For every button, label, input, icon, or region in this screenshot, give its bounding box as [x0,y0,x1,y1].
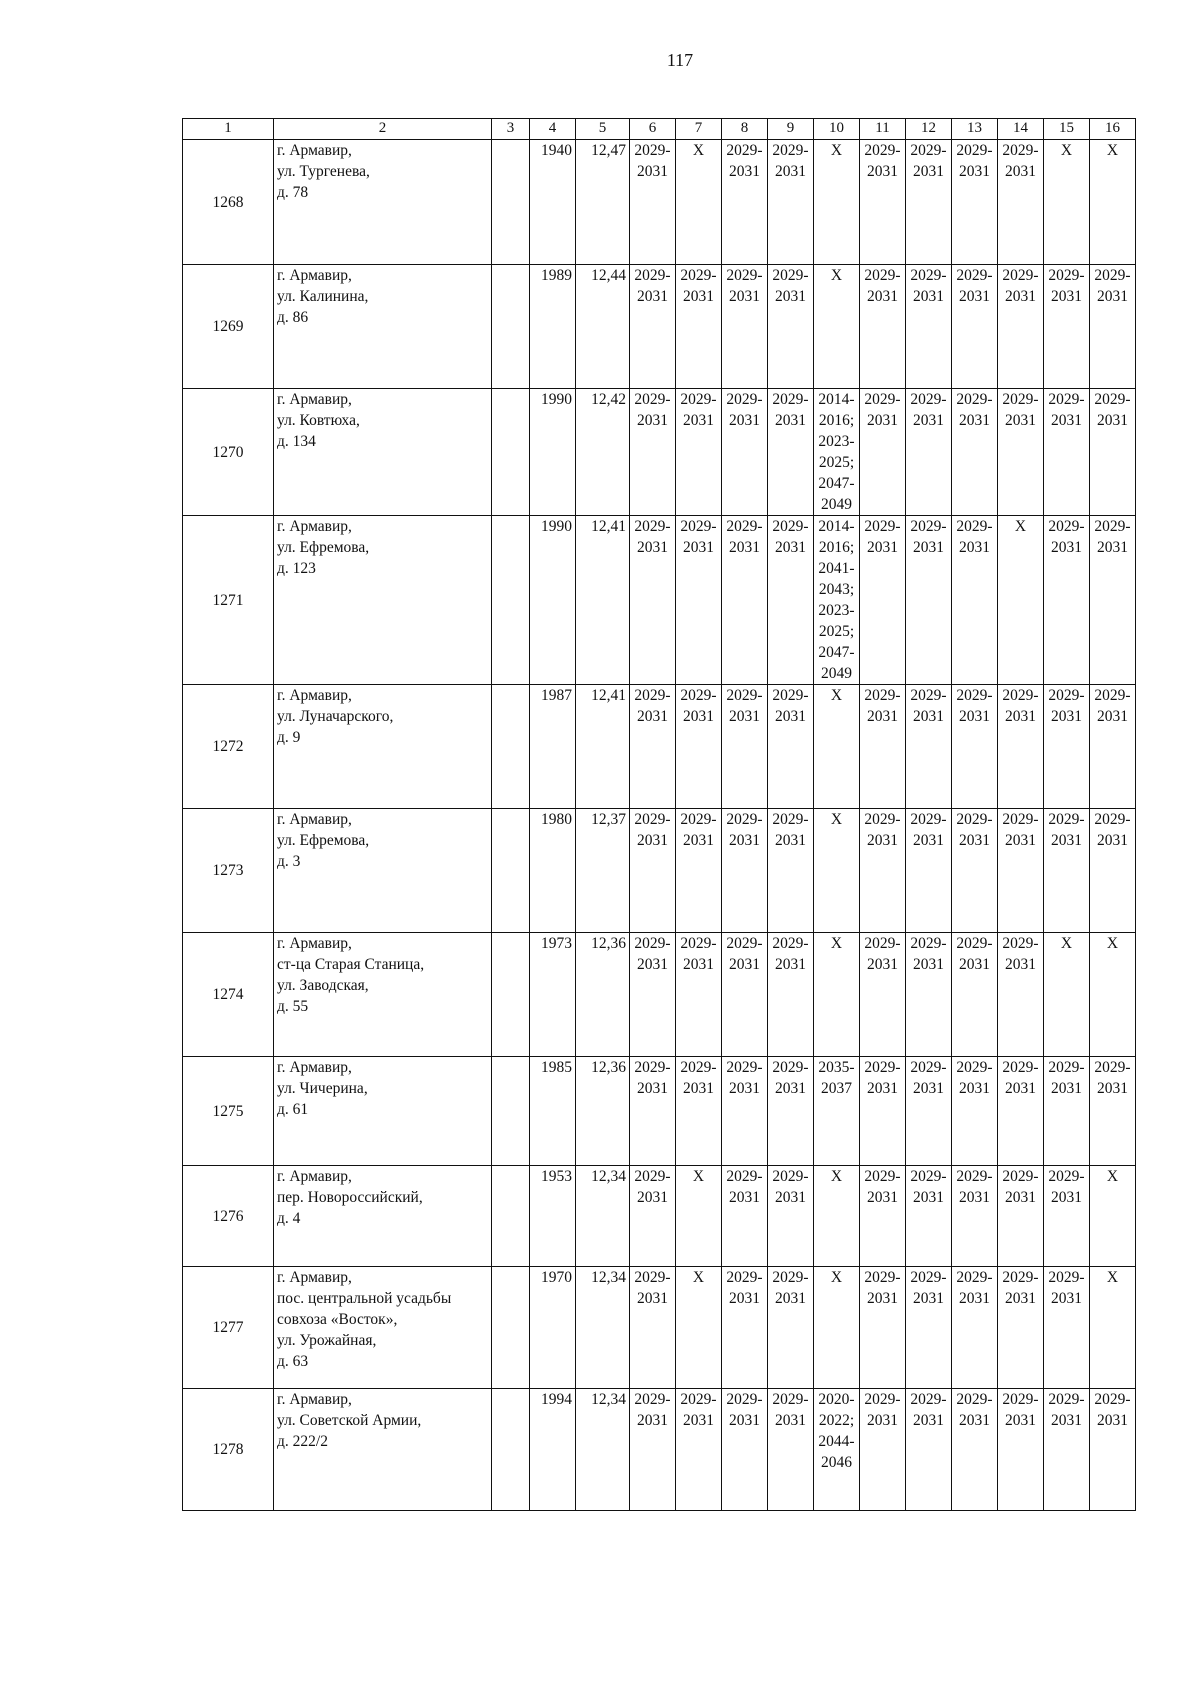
table-row [183,140,1136,265]
period-cell: 2029- 2031 [722,265,768,389]
period-cell: 2029- 2031 [906,1389,952,1511]
period-cell: 2029- 2031 [676,685,722,809]
period-cell: 2029- 2031 [860,1267,906,1389]
row-number: 1277 [183,1267,274,1389]
column-3-cell [492,809,530,933]
period-cell: 2029- 2031 [768,809,814,933]
header-cell: 13 [952,119,998,140]
period-cell: 2029- 2031 [630,1389,676,1511]
column-3-cell [492,140,530,265]
period-cell: 2029- 2031 [768,1389,814,1511]
period-cell: 2029- 2031 [768,933,814,1057]
column-3-cell [492,1267,530,1389]
period-cell: 2029- 2031 [630,1166,676,1267]
header-cell: 3 [492,119,530,140]
row-number: 1272 [183,685,274,809]
header-cell: 5 [576,119,630,140]
period-cell: 2029- 2031 [906,685,952,809]
address-line: д. 86 [277,309,309,326]
period-cell: 2029- 2031 [1044,1267,1090,1389]
address-line: пос. центральной усадьбы [277,1290,452,1307]
address-line: д. 61 [277,1101,309,1118]
period-cell: 2029- 2031 [768,1166,814,1267]
period-cell: X [814,140,860,265]
period-cell: 2029- 2031 [860,140,906,265]
period-cell: 2029- 2031 [998,809,1044,933]
period-cell: 2029- 2031 [906,1166,952,1267]
address-line: ул. Ефремова, [277,832,370,849]
address-line: д. 123 [277,560,316,577]
period-cell: 2029- 2031 [1090,389,1136,516]
header-cell: 10 [814,119,860,140]
period-cell: 2029- 2031 [906,933,952,1057]
period-cell: 2029- 2031 [952,265,998,389]
header-cell: 14 [998,119,1044,140]
period-cell: X [814,809,860,933]
period-cell: 2029- 2031 [1090,516,1136,685]
period-cell: 2029- 2031 [952,1389,998,1511]
value-cell: 12,34 [576,1267,630,1389]
period-cell: 2029- 2031 [998,1166,1044,1267]
header-cell: 4 [530,119,576,140]
address-line: ул. Ковтюха, [277,412,360,429]
value-cell: 12,36 [576,933,630,1057]
column-3-cell [492,1166,530,1267]
period-cell: 2029- 2031 [630,516,676,685]
period-cell: X [1090,140,1136,265]
page-number: 117 [666,50,694,70]
header-cell: 7 [676,119,722,140]
table-row [183,389,1136,516]
row-number: 1274 [183,933,274,1057]
address-line: совхоза «Восток», [277,1311,398,1328]
period-cell: 2029- 2031 [630,809,676,933]
period-cell: 2029- 2031 [952,140,998,265]
address-line: ул. Калинина, [277,288,369,305]
period-cell: 2029- 2031 [1044,685,1090,809]
address-line: ул. Чичерина, [277,1080,368,1097]
period-cell: 2029- 2031 [998,1389,1044,1511]
row-number: 1271 [183,516,274,685]
period-cell: 2029- 2031 [860,933,906,1057]
address-line: ул. Ефремова, [277,539,370,556]
address-cell [274,1057,492,1166]
period-cell: X [676,140,722,265]
address-cell [274,140,492,265]
period-cell: 2029- 2031 [906,140,952,265]
address-line: г. Армавир, [277,267,352,284]
address-line: д. 55 [277,998,309,1015]
column-3-cell [492,516,530,685]
period-cell: 2029- 2031 [676,933,722,1057]
period-cell: 2029- 2031 [860,389,906,516]
period-cell: 2014- 2016; 2023- 2025; 2047- 2049 [814,389,860,516]
address-cell [274,809,492,933]
header-cell: 2 [274,119,492,140]
year-built-cell: 1940 [530,140,576,265]
address-line: г. Армавир, [277,391,352,408]
period-cell: 2029- 2031 [768,1057,814,1166]
address-line: г. Армавир, [277,518,352,535]
period-cell: 2029- 2031 [1044,389,1090,516]
period-cell: 2029- 2031 [952,1267,998,1389]
value-cell: 12,44 [576,265,630,389]
period-cell: 2029- 2031 [998,1057,1044,1166]
period-cell: 2029- 2031 [1044,265,1090,389]
period-cell: 2029- 2031 [952,809,998,933]
period-cell: 2029- 2031 [768,516,814,685]
period-cell: 2029- 2031 [860,1166,906,1267]
value-cell: 12,34 [576,1389,630,1511]
address-cell [274,1267,492,1389]
address-line: д. 9 [277,729,301,746]
address-line: ул. Тургенева, [277,163,370,180]
period-cell: 2029- 2031 [952,516,998,685]
period-cell: 2029- 2031 [630,685,676,809]
period-cell: 2029- 2031 [676,1057,722,1166]
address-line: пер. Новороссийский, [277,1189,423,1206]
table-row [183,1057,1136,1166]
address-line: г. Армавир, [277,935,352,952]
period-cell: X [1090,1166,1136,1267]
row-number: 1275 [183,1057,274,1166]
period-cell: 2029- 2031 [1044,516,1090,685]
period-cell: 2029- 2031 [906,1057,952,1166]
period-cell: 2029- 2031 [1090,1057,1136,1166]
period-cell: 2029- 2031 [676,389,722,516]
year-built-cell: 1980 [530,809,576,933]
period-cell: X [1044,933,1090,1057]
address-line: ст-ца Старая Станица, [277,956,425,973]
period-cell: 2029- 2031 [722,1166,768,1267]
address-line: д. 222/2 [277,1433,328,1450]
address-line: ул. Луначарского, [277,708,394,725]
column-3-cell [492,389,530,516]
row-number: 1269 [183,265,274,389]
period-cell: 2029- 2031 [722,933,768,1057]
period-cell: 2029- 2031 [998,140,1044,265]
value-cell: 12,37 [576,809,630,933]
address-line: ул. Урожайная, [277,1332,377,1349]
column-3-cell [492,265,530,389]
address-line: г. Армавир, [277,811,352,828]
period-cell: 2029- 2031 [906,809,952,933]
period-cell: 2029- 2031 [768,1267,814,1389]
table-row [183,685,1136,809]
address-line: г. Армавир, [277,142,352,159]
period-cell: 2029- 2031 [1044,809,1090,933]
table-row [183,1166,1136,1267]
period-cell: 2029- 2031 [860,809,906,933]
period-cell: X [676,1267,722,1389]
period-cell: 2029- 2031 [998,265,1044,389]
period-cell: 2014- 2016; 2041- 2043; 2023- 2025; 2047- 2049 [814,516,860,685]
period-cell: 2029- 2031 [1090,809,1136,933]
address-cell [274,685,492,809]
address-line: д. 134 [277,433,316,450]
period-cell: 2029- 2031 [952,1057,998,1166]
table-row [183,933,1136,1057]
column-3-cell [492,685,530,809]
address-cell [274,516,492,685]
address-line: д. 4 [277,1210,301,1227]
row-number: 1278 [183,1389,274,1511]
header-cell: 9 [768,119,814,140]
address-cell [274,265,492,389]
table-row [183,516,1136,685]
period-cell: 2029- 2031 [860,516,906,685]
column-3-cell [492,1057,530,1166]
period-cell: 2029- 2031 [998,685,1044,809]
period-cell: 2029- 2031 [768,685,814,809]
period-cell: 2029- 2031 [630,933,676,1057]
year-built-cell: 1990 [530,516,576,685]
table-row [183,1389,1136,1511]
column-3-cell [492,1389,530,1511]
period-cell: 2029- 2031 [998,933,1044,1057]
period-cell: 2029- 2031 [676,516,722,685]
period-cell: X [814,933,860,1057]
address-line: г. Армавир, [277,1269,352,1286]
period-cell: 2029- 2031 [1090,685,1136,809]
period-cell: 2029- 2031 [722,685,768,809]
period-cell: 2029- 2031 [906,1267,952,1389]
address-cell [274,933,492,1057]
address-line: г. Армавир, [277,1059,352,1076]
period-cell: 2029- 2031 [1044,1057,1090,1166]
header-cell: 16 [1090,119,1136,140]
period-cell: 2029- 2031 [676,1389,722,1511]
period-cell: 2029- 2031 [860,1389,906,1511]
value-cell: 12,42 [576,389,630,516]
address-cell [274,389,492,516]
period-cell: 2029- 2031 [1044,1389,1090,1511]
period-cell: 2029- 2031 [722,1389,768,1511]
period-cell: 2029- 2031 [722,1057,768,1166]
year-built-cell: 1970 [530,1267,576,1389]
period-cell: 2029- 2031 [998,389,1044,516]
year-built-cell: 1953 [530,1166,576,1267]
period-cell: 2029- 2031 [630,1057,676,1166]
address-line: г. Армавир, [277,1168,352,1185]
period-cell: 2029- 2031 [1044,1166,1090,1267]
period-cell: 2029- 2031 [906,265,952,389]
table-row [183,809,1136,933]
address-cell [274,1166,492,1267]
period-cell: X [676,1166,722,1267]
header-row [183,119,1136,140]
year-built-cell: 1989 [530,265,576,389]
period-cell: 2029- 2031 [676,809,722,933]
period-cell: 2029- 2031 [722,1267,768,1389]
period-cell: 2029- 2031 [906,516,952,685]
period-cell: 2029- 2031 [630,140,676,265]
period-cell: 2029- 2031 [630,389,676,516]
table-row [183,1267,1136,1389]
value-cell: 12,34 [576,1166,630,1267]
period-cell: 2029- 2031 [630,1267,676,1389]
period-cell: 2029- 2031 [768,140,814,265]
period-cell: 2029- 2031 [952,389,998,516]
header-cell: 6 [630,119,676,140]
period-cell: 2020- 2022; 2044- 2046 [814,1389,860,1511]
value-cell: 12,41 [576,685,630,809]
period-cell: X [814,265,860,389]
address-line: г. Армавир, [277,1391,352,1408]
header-cell: 1 [183,119,274,140]
period-cell: 2029- 2031 [952,685,998,809]
row-number: 1268 [183,140,274,265]
period-cell: 2029- 2031 [768,389,814,516]
header-cell: 15 [1044,119,1090,140]
period-cell: 2029- 2031 [860,1057,906,1166]
housing-repair-table [182,118,1136,1511]
value-cell: 12,36 [576,1057,630,1166]
period-cell: X [1090,1267,1136,1389]
year-built-cell: 1987 [530,685,576,809]
year-built-cell: 1990 [530,389,576,516]
address-line: ул. Советской Армии, [277,1412,422,1429]
year-built-cell: 1985 [530,1057,576,1166]
period-cell: 2029- 2031 [998,1267,1044,1389]
year-built-cell: 1994 [530,1389,576,1511]
row-number: 1273 [183,809,274,933]
address-line: д. 3 [277,853,301,870]
period-cell: 2029- 2031 [676,265,722,389]
row-number: 1276 [183,1166,274,1267]
period-cell: 2029- 2031 [906,389,952,516]
period-cell: 2029- 2031 [860,685,906,809]
address-line: ул. Заводская, [277,977,369,994]
period-cell: 2029- 2031 [722,140,768,265]
year-built-cell: 1973 [530,933,576,1057]
period-cell: 2029- 2031 [630,265,676,389]
period-cell: 2029- 2031 [768,265,814,389]
header-cell: 8 [722,119,768,140]
period-cell: 2029- 2031 [1090,1389,1136,1511]
period-cell: 2029- 2031 [722,516,768,685]
period-cell: X [814,685,860,809]
column-3-cell [492,933,530,1057]
period-cell: 2029- 2031 [952,933,998,1057]
row-number: 1270 [183,389,274,516]
value-cell: 12,41 [576,516,630,685]
period-cell: X [814,1267,860,1389]
header-cell: 11 [860,119,906,140]
address-line: г. Армавир, [277,687,352,704]
period-cell: 2029- 2031 [722,809,768,933]
period-cell: 2029- 2031 [860,265,906,389]
period-cell: 2035- 2037 [814,1057,860,1166]
period-cell: 2029- 2031 [1090,265,1136,389]
value-cell: 12,47 [576,140,630,265]
period-cell: X [1044,140,1090,265]
period-cell: X [1090,933,1136,1057]
period-cell: X [814,1166,860,1267]
header-cell: 12 [906,119,952,140]
address-line: д. 78 [277,184,309,201]
period-cell: 2029- 2031 [952,1166,998,1267]
period-cell: 2029- 2031 [722,389,768,516]
table-row [183,265,1136,389]
period-cell: X [998,516,1044,685]
address-cell [274,1389,492,1511]
address-line: д. 63 [277,1353,309,1370]
